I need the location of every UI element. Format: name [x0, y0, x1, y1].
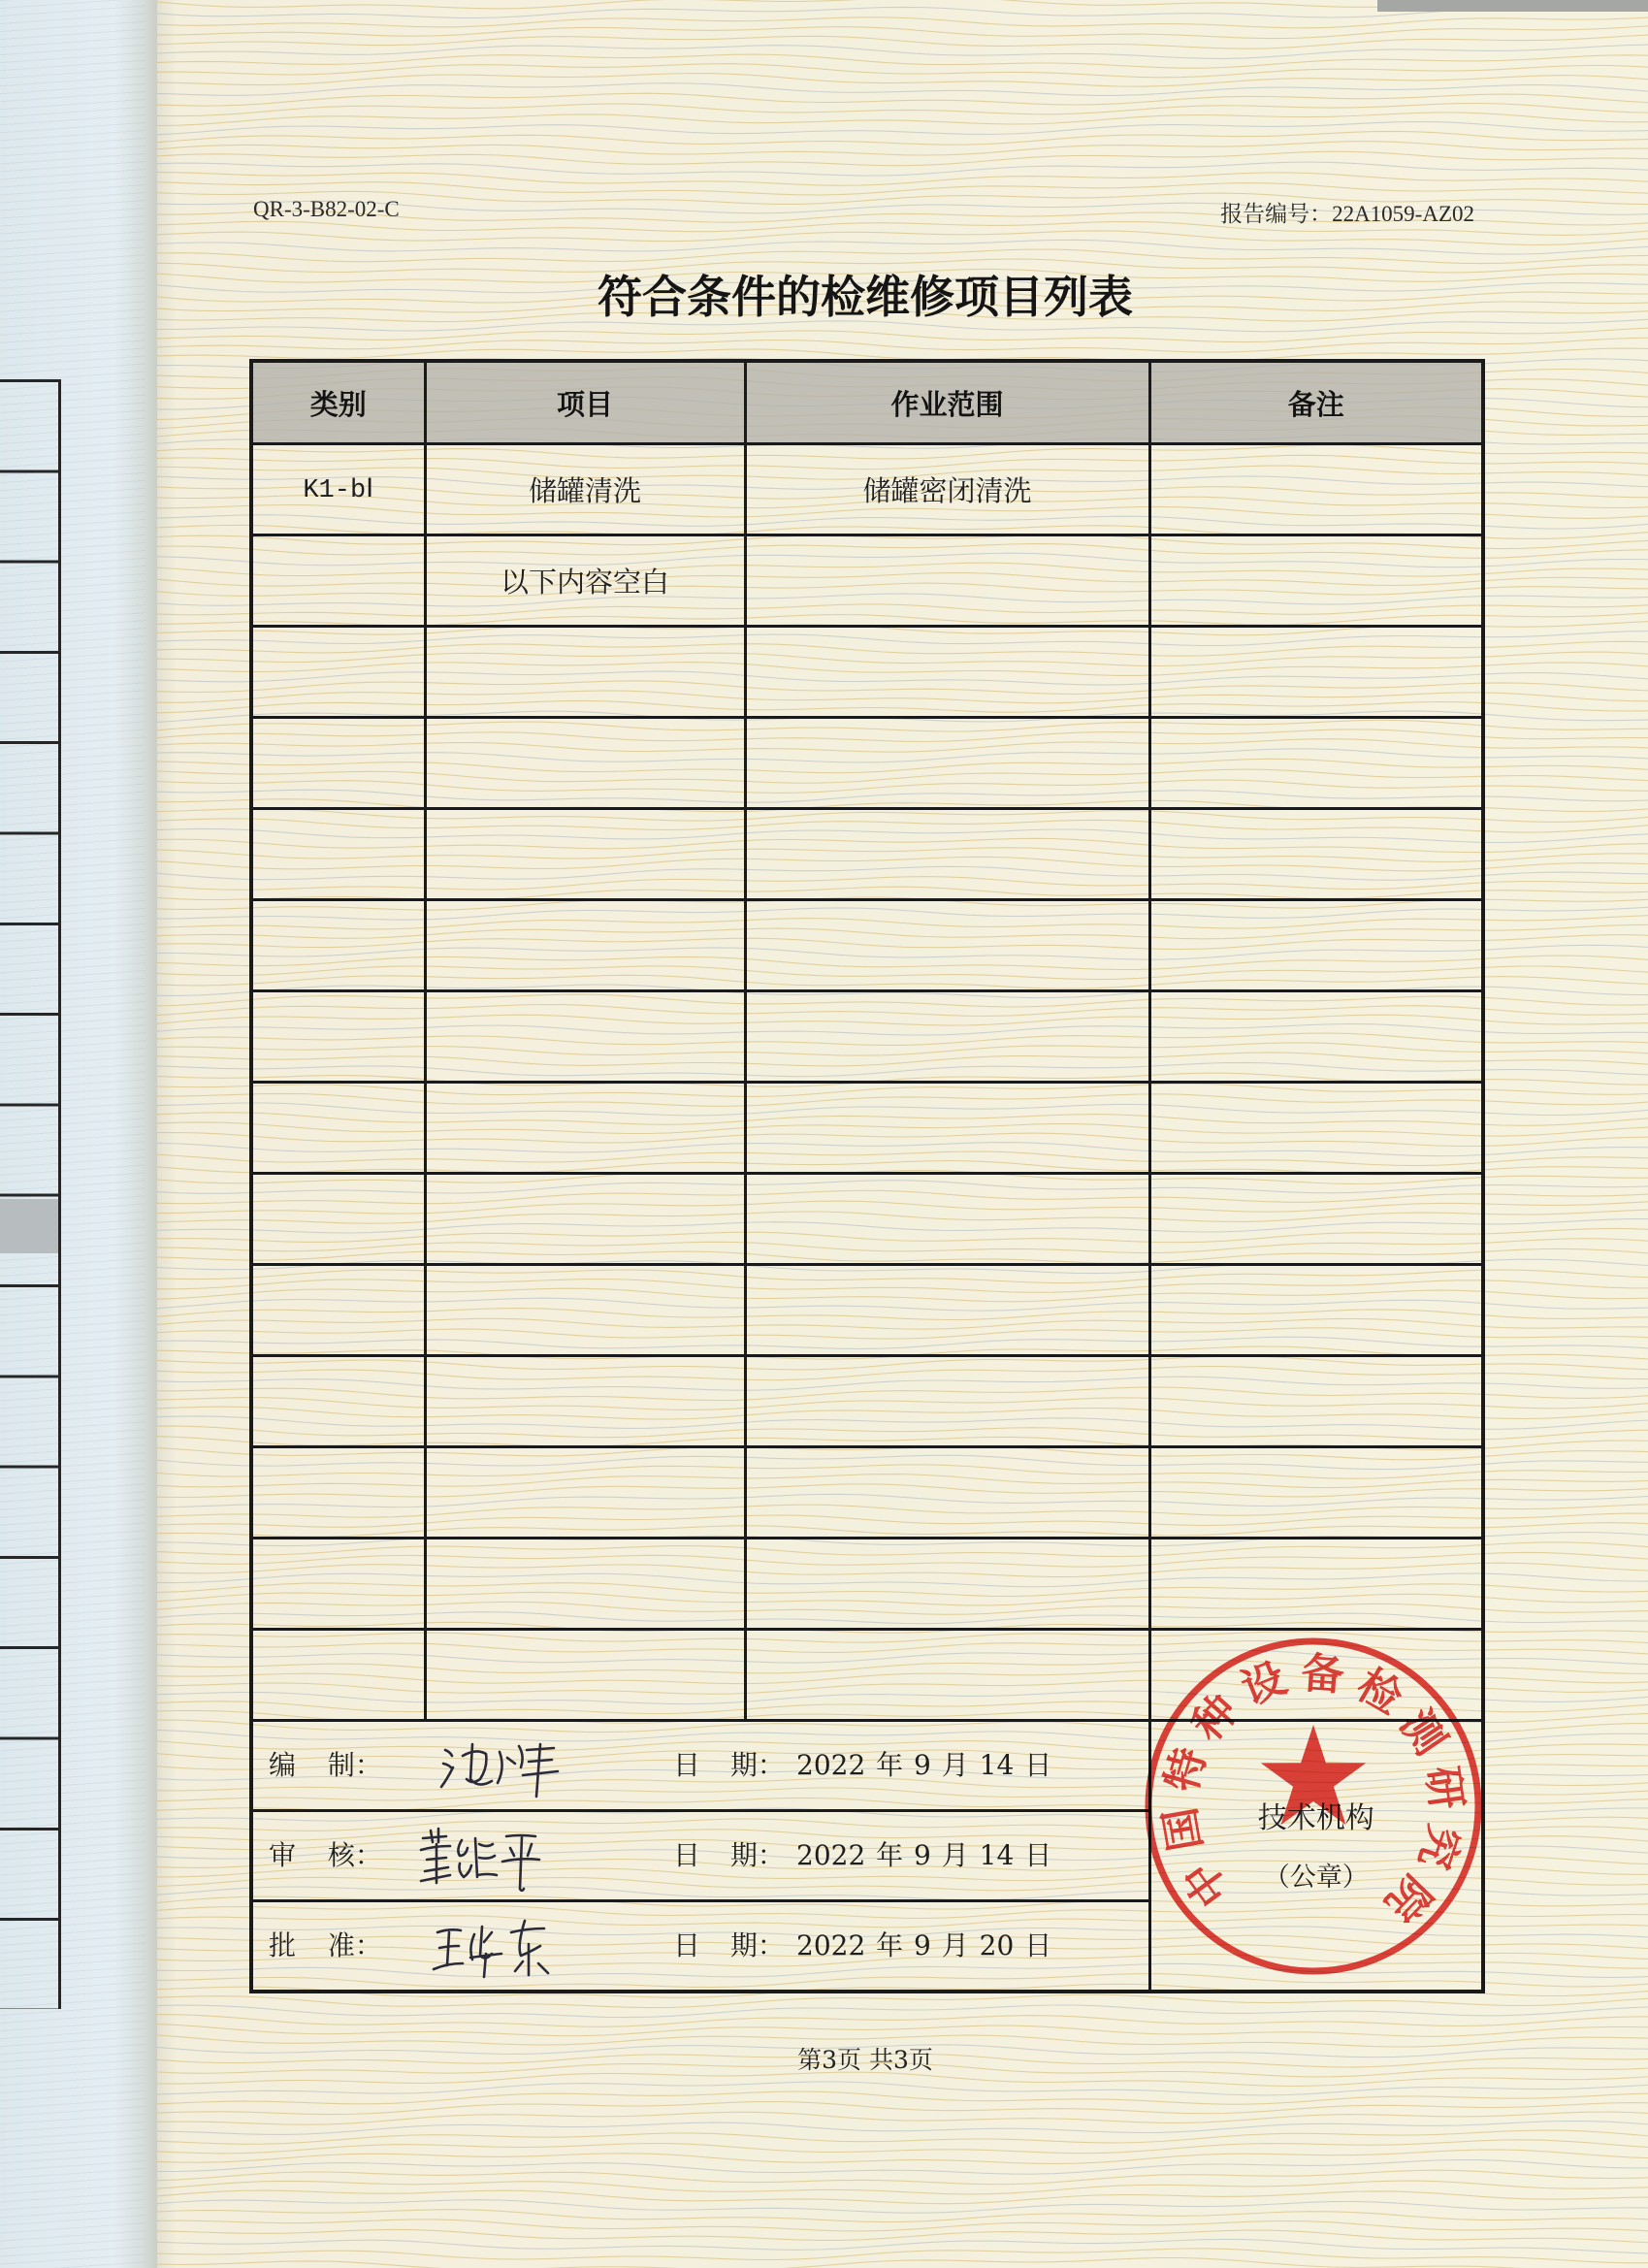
cell-category [251, 1083, 425, 1174]
security-pattern-line [157, 45, 1648, 58]
security-pattern-line [157, 182, 1648, 195]
form-code: QR-3-B82-02-C [253, 197, 400, 221]
cell-category [251, 535, 425, 627]
security-pattern-line [157, 122, 1648, 135]
security-pattern-line [157, 2082, 1648, 2095]
security-pattern-line [157, 2140, 1648, 2154]
cell-item [425, 1174, 745, 1265]
cell-item [425, 1356, 745, 1447]
cell-scope [745, 1539, 1149, 1630]
security-pattern-line [157, 173, 1648, 186]
cell-item [425, 991, 745, 1083]
approval-cell [251, 1721, 1149, 1811]
underlying-page-table-edge [0, 379, 61, 2009]
seal-arc-char: 检 [1348, 1660, 1410, 1725]
cell-item [425, 1447, 745, 1539]
cell-scope [745, 1265, 1149, 1356]
security-pattern-line [157, 131, 1648, 145]
page-title: 符合条件的检维修项目列表 [598, 271, 1133, 323]
security-pattern-line [157, 2025, 1648, 2037]
cell-remarks [1149, 1174, 1483, 1265]
cell-category [251, 718, 425, 809]
cell-item [425, 1265, 745, 1356]
approval-label: 编 制： [269, 1749, 382, 1781]
cell-category [251, 1265, 425, 1356]
cell-remarks [1149, 900, 1483, 991]
cell-category [251, 809, 425, 900]
table-row [251, 1265, 1483, 1356]
security-pattern-line [157, 54, 1648, 68]
header-category: 类别 [251, 361, 425, 444]
security-pattern-line [157, 151, 1648, 166]
security-pattern-line [157, 2130, 1648, 2144]
signature-reviewer [417, 1820, 543, 1892]
cell-scope [745, 991, 1149, 1083]
security-pattern-line [157, 2112, 1648, 2124]
cell-remarks [1149, 1265, 1483, 1356]
security-pattern-line [157, 17, 1648, 28]
security-pattern-line [157, 2015, 1648, 2027]
seal-arc-char: 种 [1182, 1685, 1248, 1751]
table-row [251, 535, 1483, 627]
seal-arc-char: 国 [1155, 1803, 1212, 1855]
cell-scope [745, 900, 1149, 991]
signature-approver [432, 1910, 558, 1982]
security-pattern-line [157, 231, 1648, 245]
approval-content [253, 1812, 1148, 1899]
cell-scope [745, 1630, 1149, 1721]
cell-remarks [1149, 718, 1483, 809]
cell-item [425, 1630, 745, 1721]
seal-arc-char: 院 [1375, 1864, 1441, 1931]
security-pattern-line [157, 2122, 1648, 2135]
approval-cell [251, 1811, 1149, 1901]
cell-category [251, 1447, 425, 1539]
security-pattern-line [157, 1994, 1648, 2008]
official-seal [1139, 1632, 1488, 1981]
cell-scope [745, 1447, 1149, 1539]
security-pattern-line [157, 2005, 1648, 2018]
security-pattern-line [157, 35, 1648, 49]
cell-item [425, 627, 745, 718]
cell-category [251, 1174, 425, 1265]
cell-category [251, 991, 425, 1083]
table-body [251, 444, 1483, 1721]
cell-remarks [1149, 535, 1483, 627]
approval-label: 审 核： [269, 1839, 382, 1871]
table-row [251, 809, 1483, 900]
seal-arc-char: 中 [1174, 1852, 1240, 1916]
table-row [251, 900, 1483, 991]
cell-remarks [1149, 1356, 1483, 1447]
cell-remarks [1149, 991, 1483, 1083]
header-remarks: 备注 [1149, 361, 1483, 444]
cell-item: 储罐清洗 [425, 444, 745, 535]
security-pattern-line [157, 26, 1648, 39]
cell-remarks [1149, 809, 1483, 900]
date-label: 日 期： [673, 1929, 785, 1961]
cell-scope [745, 1083, 1149, 1174]
cell-category [251, 1539, 425, 1630]
cell-category [251, 1630, 425, 1721]
approval-cell [251, 1901, 1149, 1993]
header-scope: 作业范围 [745, 361, 1149, 444]
security-pattern-line [157, 64, 1648, 78]
cell-scope: 储罐密闭清洗 [745, 444, 1149, 535]
table-header-row [251, 361, 1483, 444]
table-row [251, 718, 1483, 809]
table-row [251, 1083, 1483, 1174]
table-row [251, 1174, 1483, 1265]
cell-scope [745, 809, 1149, 900]
security-pattern-line [157, 83, 1648, 96]
seal-arc-char: 究 [1408, 1819, 1470, 1875]
cell-category [251, 1356, 425, 1447]
page-number: 第3页 共3页 [797, 2046, 933, 2074]
table-row [251, 627, 1483, 718]
cell-item: 以下内容空白 [425, 535, 745, 627]
cell-scope [745, 1174, 1149, 1265]
signature-compiler [436, 1730, 562, 1801]
table-row [251, 1447, 1483, 1539]
seal-arc-char: 研 [1416, 1763, 1472, 1813]
security-pattern-line [157, 104, 1648, 116]
security-pattern-line [157, 2258, 1648, 2268]
table-row [251, 444, 1483, 535]
seal-arc-char: 测 [1390, 1701, 1456, 1765]
cell-category [251, 900, 425, 991]
approval-label: 批 准： [269, 1929, 382, 1961]
table-row [251, 1356, 1483, 1447]
seal-arc-char: 备 [1299, 1648, 1346, 1701]
underlying-page-shaded-cell [0, 1199, 58, 1253]
seal-arc-char: 特 [1156, 1742, 1216, 1798]
cell-item [425, 900, 745, 991]
security-pattern-line [157, 2170, 1648, 2185]
cell-remarks [1149, 1083, 1483, 1174]
cell-remarks [1149, 444, 1483, 535]
seal-arc-char: 设 [1235, 1653, 1294, 1715]
approval-content [253, 1902, 1148, 1990]
date-label: 日 期： [673, 1839, 785, 1871]
date-value: 2022 年 9 月 20 日 [796, 1929, 1052, 1961]
header-item: 项目 [425, 361, 745, 444]
date-value: 2022 年 9 月 14 日 [796, 1749, 1052, 1781]
security-pattern-line [157, 2160, 1648, 2175]
report-number: 报告编号：22A1059-AZ02 [1220, 202, 1474, 226]
security-pattern-line [157, 113, 1648, 126]
scan-edge [1377, 0, 1648, 12]
date-value: 2022 年 9 月 14 日 [796, 1839, 1052, 1871]
cell-remarks [1149, 1447, 1483, 1539]
table-row [251, 1539, 1483, 1630]
cell-scope [745, 535, 1149, 627]
star-icon [1261, 1725, 1366, 1825]
cell-scope [745, 718, 1149, 809]
cell-scope [745, 627, 1149, 718]
seal-caption: 技术机构 [1257, 1801, 1374, 1835]
cell-item [425, 1083, 745, 1174]
security-pattern-line [157, 2150, 1648, 2164]
security-pattern-line [157, 74, 1648, 87]
security-pattern-line [157, 240, 1648, 254]
cell-category [251, 627, 425, 718]
cell-item [425, 718, 745, 809]
cell-item [425, 809, 745, 900]
cell-scope [745, 1356, 1149, 1447]
cell-remarks [1149, 627, 1483, 718]
cell-category: K1-bⅠ [251, 444, 425, 535]
cell-remarks [1149, 1539, 1483, 1630]
seal-note: （公章） [1263, 1863, 1369, 1893]
security-pattern-line [157, 93, 1648, 106]
cell-item [425, 1539, 745, 1630]
table-row [251, 991, 1483, 1083]
approval-content [253, 1722, 1148, 1809]
date-label: 日 期： [673, 1749, 785, 1781]
